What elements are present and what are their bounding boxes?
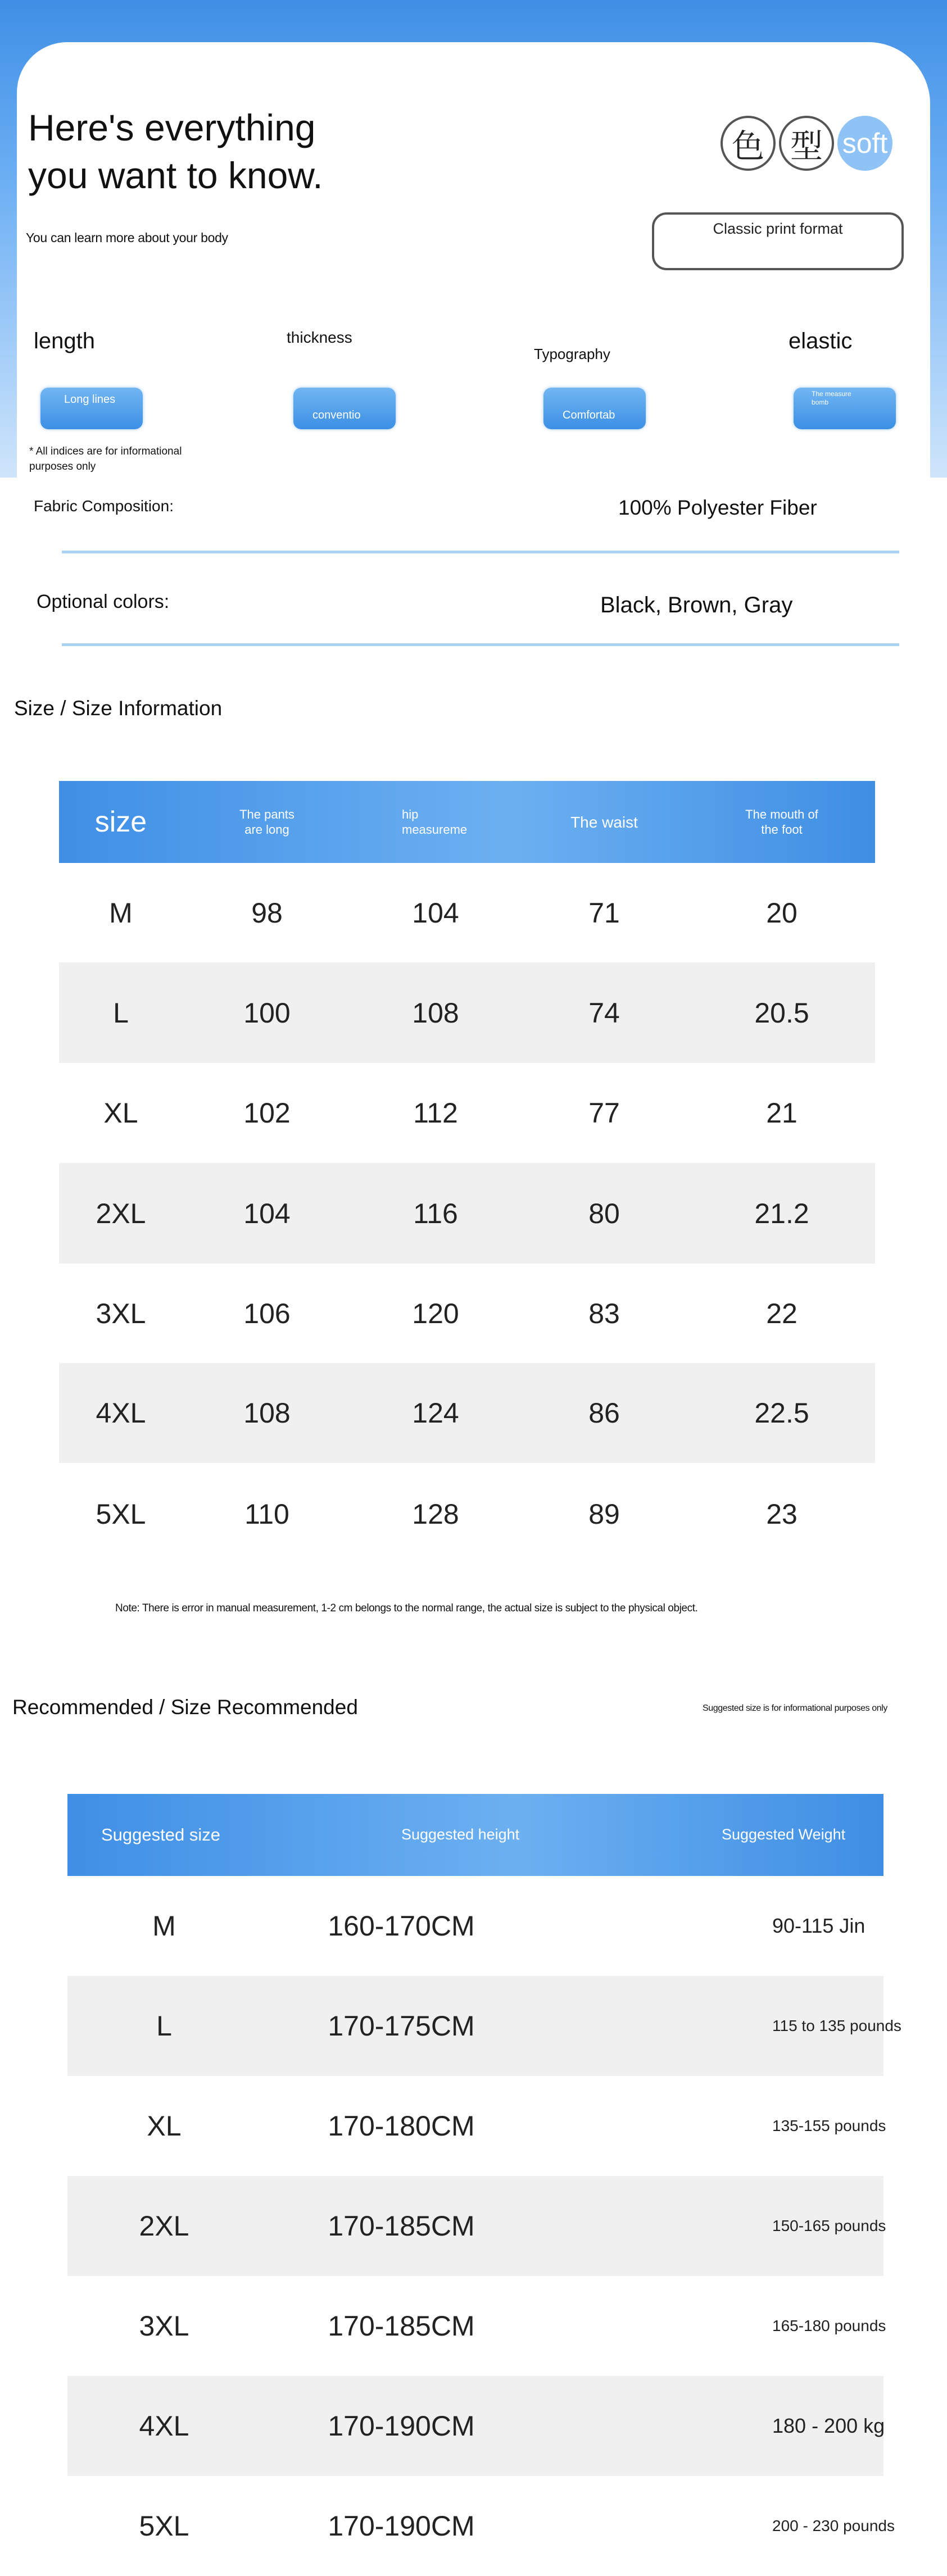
brand-badges: [721, 115, 892, 171]
table-cell: XL: [103, 1097, 138, 1129]
table-cell: 5XL: [139, 2510, 189, 2542]
attribute-label-elastic: elastic: [789, 329, 853, 353]
table-cell: 5XL: [96, 1498, 146, 1530]
divider: [62, 551, 899, 553]
table-cell: 170-180CM: [328, 2110, 475, 2142]
table-cell: 71: [588, 897, 620, 929]
colors-value: Black, Brown, Gray: [600, 593, 793, 617]
soft-badge: soft: [837, 116, 892, 171]
attribute-pill-length: Long lines: [40, 388, 143, 429]
divider: [62, 643, 899, 646]
table-cell: 108: [412, 997, 459, 1029]
table-cell: 160-170CM: [328, 1910, 475, 1942]
header-hip: hip measureme: [402, 807, 468, 837]
table-cell: 106: [243, 1297, 291, 1329]
table-cell: 21.2: [754, 1197, 809, 1229]
size-info-title: Size / Size Information: [14, 697, 223, 720]
header-suggested-size: Suggested size: [101, 1824, 220, 1844]
table-cell: 170-185CM: [328, 2210, 475, 2242]
color-badge: 色: [721, 116, 776, 171]
table-cell: 112: [413, 1097, 458, 1129]
table-row: [67, 1876, 883, 1976]
fabric-value: 100% Polyester Fiber: [618, 496, 817, 519]
table-cell: 104: [243, 1197, 291, 1229]
header-waist: The waist: [570, 813, 638, 831]
table-cell: 3XL: [139, 2310, 189, 2342]
table-row: [59, 1163, 875, 1264]
table-cell: XL: [147, 2110, 182, 2142]
table-cell: 120: [412, 1297, 459, 1329]
table-row: [59, 1463, 875, 1565]
table-cell: M: [109, 897, 133, 929]
table-cell: 135-155 pounds: [772, 2117, 886, 2134]
table-header: [67, 1794, 883, 1876]
recommend-title: Recommended / Size Recommended: [12, 1696, 358, 1719]
table-cell: 77: [588, 1097, 620, 1129]
table-header: [59, 781, 875, 863]
table-cell: 170-190CM: [328, 2410, 475, 2442]
table-cell: 170-185CM: [328, 2310, 475, 2342]
table-cell: 170-175CM: [328, 2010, 475, 2042]
header-foot-mouth: The mouth of the foot: [745, 807, 818, 837]
table-cell: 98: [251, 897, 283, 929]
table-cell: 150-165 pounds: [772, 2217, 886, 2234]
header-suggested-height: Suggested height: [401, 1826, 520, 1843]
table-cell: L: [113, 997, 129, 1029]
table-cell: 124: [412, 1397, 459, 1429]
table-cell: 100: [243, 997, 291, 1029]
table-cell: 86: [588, 1397, 620, 1429]
table-cell: 90-115 Jin: [772, 1914, 866, 1937]
attribute-label-typography: Typography: [534, 346, 610, 362]
table-cell: 128: [412, 1498, 459, 1530]
table-cell: 180 - 200 kg: [772, 2414, 885, 2437]
table-cell: 110: [244, 1498, 289, 1530]
table-row: [67, 1976, 901, 2076]
table-cell: 115 to 135 pounds: [772, 2017, 901, 2034]
header-suggested-weight: Suggested Weight: [722, 1826, 846, 1843]
table-cell: 20.5: [754, 997, 809, 1029]
table-cell: 116: [413, 1197, 458, 1229]
shape-badge: 型: [779, 116, 834, 171]
table-row: [59, 962, 875, 1063]
table-cell: 89: [588, 1498, 620, 1530]
table-cell: 104: [412, 897, 459, 929]
table-row: [59, 1264, 875, 1363]
table-cell: 3XL: [96, 1297, 146, 1329]
attribute-pill-typography: Comfortab: [543, 388, 646, 429]
format-box: Classic print format: [652, 212, 904, 270]
table-cell: 4XL: [139, 2410, 189, 2442]
measurement-note: Note: There is error in manual measurement, 1-2 cm belongs to the normal range, the actual size is subject to the physical object.: [115, 1602, 698, 1614]
table-cell: 2XL: [96, 1197, 146, 1229]
table-cell: 200 - 230 pounds: [772, 2517, 895, 2534]
table-cell: 23: [766, 1498, 798, 1530]
table-cell: 22.5: [754, 1397, 809, 1429]
header-size: size: [94, 805, 147, 838]
table-row: [59, 1363, 875, 1463]
table-cell: 4XL: [96, 1397, 146, 1429]
table-row: [67, 2376, 883, 2476]
table-cell: 83: [588, 1297, 620, 1329]
page-headline: Here's everything you want to know.: [28, 107, 323, 196]
table-cell: M: [152, 1910, 176, 1942]
recommend-table: [67, 1794, 901, 2576]
size-info-table: [59, 781, 875, 1565]
table-cell: L: [156, 2010, 172, 2042]
body-note: You can learn more about your body: [26, 230, 228, 245]
attribute-label-thickness: thickness: [287, 329, 352, 346]
attribute-pill-elastic: The measure bomb: [794, 388, 896, 429]
table-row: [67, 2276, 886, 2376]
colors-label: Optional colors:: [37, 591, 170, 612]
info-disclaimer: * All indices are for informational purposes only: [29, 446, 182, 473]
table-cell: 74: [588, 997, 620, 1029]
table-cell: 21: [766, 1097, 798, 1129]
table-cell: 108: [243, 1397, 291, 1429]
attribute-label-length: length: [34, 329, 95, 353]
attribute-pill-thickness: conventio: [293, 388, 396, 429]
fabric-label: Fabric Composition:: [34, 497, 174, 515]
table-cell: 2XL: [139, 2210, 189, 2242]
table-row: [67, 2176, 886, 2276]
table-cell: 20: [766, 897, 798, 929]
table-row: [67, 2076, 886, 2176]
table-cell: 102: [243, 1097, 291, 1129]
recommend-note: Suggested size is for informational purposes only: [703, 1703, 888, 1713]
table-row: [59, 863, 875, 962]
table-row: [59, 1063, 875, 1163]
table-cell: 165-180 pounds: [772, 2317, 886, 2334]
table-cell: 80: [588, 1197, 620, 1229]
header-pants-length: The pants are long: [239, 807, 294, 837]
table-row: [67, 2476, 895, 2576]
table-cell: 22: [766, 1297, 798, 1329]
table-cell: 170-190CM: [328, 2510, 475, 2542]
